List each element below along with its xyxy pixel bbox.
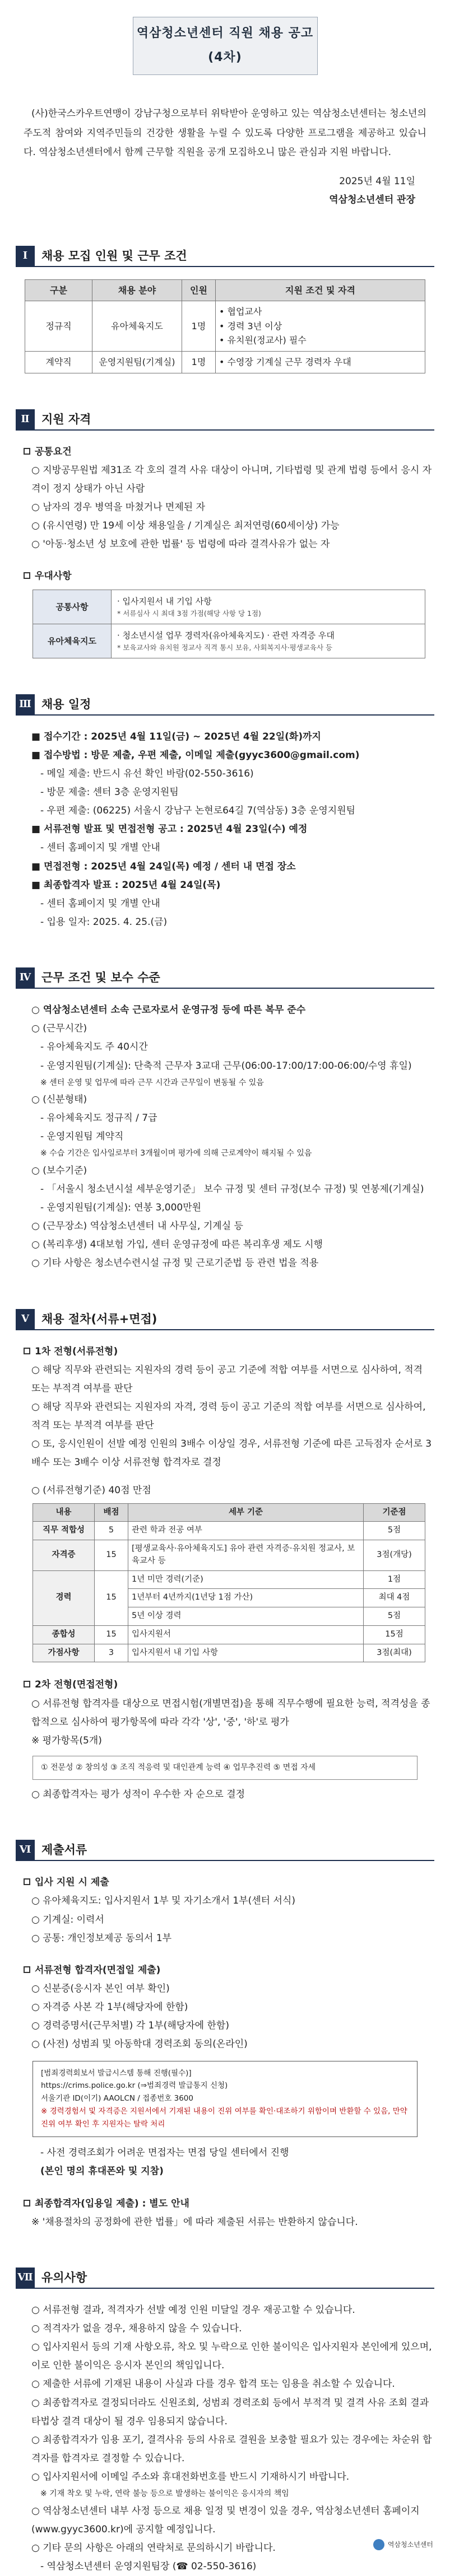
section-title: 채용 모집 인원 및 근무 조건 xyxy=(41,249,187,263)
table-cell: 계약직 xyxy=(25,351,92,373)
table-row xyxy=(33,1540,425,1571)
scoring-table-wrap xyxy=(16,1500,434,1663)
schedule-item: ■ 최종합격자 발표 : 2025년 4월 24일(목) xyxy=(31,879,221,891)
list-item: ○ 지방공무원법 제31조 각 호의 결격 사유 대상이 아니며, 기타법령 및 관계 법령 등에서 응시 자격이 정지 상태가 아닌 사람 xyxy=(31,464,432,494)
table-cell: 5점 xyxy=(364,1522,425,1540)
list-item: ○ '아동·청소년 성 보호에 관한 법률' 등 법령에 따라 결격사유가 없는 자 xyxy=(31,539,330,550)
pref-note: * 보육교사와 유치원 정교사 직격 통시 보유, 사회복지사·평생교육사 등 xyxy=(117,643,333,652)
table-cell: 경력 xyxy=(33,1570,95,1625)
table-cell: 정규직 xyxy=(25,301,92,352)
recruit-table-wrap xyxy=(16,279,434,373)
list-item: ○ 적격자가 없을 경우, 채용하지 않을 수 있습니다. xyxy=(31,2322,242,2334)
list-item: ○ (근무장소) 역삼청소년센터 내 사무실, 기계실 등 xyxy=(31,1221,243,1232)
list-item: ○ 공통: 개인정보제공 동의서 1부 xyxy=(31,1932,172,1944)
section-7-header xyxy=(16,2268,434,2289)
list-item: ○ 최종합격자는 평가 성적이 우수한 자 순으로 결정 xyxy=(31,1789,245,1801)
table-cell: 1년 미만 경력(기준) xyxy=(128,1570,364,1589)
table-cell xyxy=(216,301,425,352)
table-cell: 5년 이상 경력 xyxy=(128,1607,364,1626)
list-item: ○ 또, 응시인원이 선발 예정 인원의 3배수 이상일 경우, 서류전형 기준에 따른 고득점자 순서로 3배수 또는 3배수 이상 서류전형 합격자로 결정 xyxy=(31,1438,432,1469)
section-number: Ⅳ xyxy=(16,967,35,988)
schedule-subitem: - 방문 제출: 센터 3층 운영지원팀 xyxy=(40,786,179,798)
schedule-subitem: - 센터 홈페이지 및 개별 안내 xyxy=(40,897,160,909)
section-number: Ⅲ xyxy=(16,694,35,714)
table-cell: 3점(최대) xyxy=(364,1644,425,1662)
list-item: ○ (보수기준) xyxy=(31,1165,87,1176)
table-cell: 15 xyxy=(95,1625,128,1644)
footer-logo xyxy=(373,2538,433,2551)
table-cell: 1명 xyxy=(182,351,216,373)
list-item: ○ 자격증 사본 각 1부(해당자에 한함) xyxy=(31,2002,188,2013)
list-item: ○ 최종합격자가 임용 포기, 결격사유 등의 사유로 결원을 보충할 필요가 있는 경우에는 차순위 합격자를 합격자로 결정할 수 있습니다. xyxy=(31,2434,432,2464)
subheading: 공통요건 xyxy=(16,443,434,461)
section-5-header xyxy=(16,1309,434,1330)
section-title: 제출서류 xyxy=(41,1843,87,1857)
list-item: ○ 남자의 경우 병역을 마쳤거나 면제된 자 xyxy=(31,501,206,513)
table-header: 채용 분야 xyxy=(92,279,182,301)
table-row xyxy=(33,1644,425,1662)
table-cell: 유아체육지도 xyxy=(33,624,112,658)
section-number: Ⅶ xyxy=(16,2268,35,2288)
subheading: 입사 지원 시 제출 xyxy=(16,1873,434,1892)
section-4-header xyxy=(16,967,434,989)
notice-org: 역삼청소년센터 관장 xyxy=(329,194,415,206)
list-item: ○ 서류전형 결과, 적격자가 선발 예정 인원 미달일 경우 재공고할 수 있습니다. xyxy=(31,2304,355,2316)
intro-paragraph: (사)한국스카우트연맹이 강남구청으로부터 위탁받아 운영하고 있는 역삼청소년센터는 청소년의 주도적 참여와 지역주민들의 건강한 생활을 누릴 수 있도록 다양한 프로그램을 제공하고 있습니다. 역삼청소년센터에서 함께 근무할 직원을 공개 모집하오니 많은 관심과 지원 바랍니다. xyxy=(24,107,426,158)
schedule-item: ■ 접수방법 : 방문 제출, 우편 제출, 이메일 제출(gyyc3600@gmail.com) xyxy=(31,749,360,761)
subheading: 1차 전형(서류전형) xyxy=(16,1343,434,1361)
section-1-header xyxy=(16,246,434,267)
section-number: Ⅱ xyxy=(16,409,35,429)
table-cell: 3점(개당) xyxy=(364,1540,425,1571)
section-title: 채용 절차(서류+면접) xyxy=(41,1312,157,1326)
condition-line: • 협업교사 xyxy=(219,306,262,317)
table-cell xyxy=(112,590,425,624)
table-cell: 입사지원서 내 기입 사항 xyxy=(128,1644,364,1662)
schedule-subitem: - 입용 일자: 2025. 4. 25.(금) xyxy=(40,916,168,928)
table-cell: 1명 xyxy=(182,301,216,352)
table-cell: 입사지원서 xyxy=(128,1625,364,1644)
condition-line: • 유치원(정교사) 필수 xyxy=(219,335,307,346)
table-cell: 자격증 xyxy=(33,1540,95,1571)
table-row xyxy=(33,1625,425,1644)
table-header: 내용 xyxy=(33,1503,95,1522)
list-note: ※ 센터 운영 및 업무에 따라 근무 시간과 근무일이 변동될 수 있음 xyxy=(40,1078,264,1087)
table-cell: 5 xyxy=(95,1522,128,1540)
table-cell: 3 xyxy=(95,1644,128,1662)
condition-line: • 수영장 기계실 근무 경력자 우대 xyxy=(219,356,351,367)
preference-table xyxy=(33,590,425,658)
list-item: ○ 기타 사항은 청소년수련시설 규정 및 근로기준법 등 관련 법을 적용 xyxy=(31,1257,319,1269)
list-item: ○ 경력증명서(근무처별) 각 1부(해당자에 한함) xyxy=(31,2020,229,2032)
pref-note: * 서류심사 시 최대 3점 가점(해당 사항 당 1점) xyxy=(117,609,261,618)
list-item: ○ 최종합격자로 결정되더라도 신원조회, 성범죄 경력조회 등에서 부적격 및 결격 사유 조회 결과 타법상 결격 대상이 될 경우 임용되지 않습니다. xyxy=(31,2397,429,2427)
list-item: ○ (사전) 성범죄 및 아동학대 경력조회 동의(온라인) xyxy=(31,2039,248,2050)
list-subitem: - 운영지원팀(기계실): 연봉 3,000만원 xyxy=(40,1201,202,1213)
contact-line: - 역삼청소년센터 운영지원팀장 (☎ 02-550-3616) xyxy=(40,2560,257,2572)
table-cell: 운영지원팀(기계실) xyxy=(92,351,182,373)
list-item: ○ 역삼청소년센터 소속 근로자로서 운영규정 등에 따른 복무 준수 xyxy=(31,1004,306,1016)
list-item: ○ 제출한 서류에 기재된 내용이 사실과 다를 경우 합격 또는 임용을 취소할 수 있습니다. xyxy=(31,2378,395,2390)
list-item: ○ 입사지원서에 이메일 주소와 휴대전화번호를 반드시 기재하시기 바랍니다. xyxy=(31,2471,350,2483)
box-line: https://crims.police.go.kr (⇒범죄경력 발급통지 신청) xyxy=(41,2081,228,2091)
schedule-subitem: - 센터 홈페이지 및 개별 안내 xyxy=(40,842,160,854)
list-note: ※ 수습 기간은 입사일로부터 3개월이며 평가에 의해 근로계약이 해지될 수 있음 xyxy=(40,1149,312,1158)
box-line: ※ 경력경험서 및 자격증은 지원서에서 기재된 내용이 진위 여부를 확인·대조하기 위함이며 반환할 수 있음, 만약 진위 여부 확인 후 지원자는 탈락 처리 xyxy=(41,2107,407,2129)
section-2-header xyxy=(16,409,434,431)
section-3-header xyxy=(16,694,434,716)
table-cell: [평생교육사·유아체육지도] 유아 관련 자격증·유치원 정교사, 보육교사 등 xyxy=(128,1540,364,1571)
table-header: 구분 xyxy=(25,279,92,301)
recruit-table xyxy=(25,279,425,373)
list-item: ○ 기타 문의 사항은 아래의 연락처로 문의하시기 바랍니다. xyxy=(31,2542,276,2554)
table-cell: 종합성 xyxy=(33,1625,95,1644)
list-subitem: - 운영지원팀(기계실): 단축적 근무자 3교대 근무(06:00-17:00/17:00-06:00/수영 휴일) xyxy=(40,1060,412,1072)
list-note: ※ '채용절차의 공정화에 관한 법률」에 따라 제출된 서류는 반환하지 않습니다. xyxy=(31,2216,358,2228)
list-item: ○ (서류전형기준) 40점 만점 xyxy=(31,1484,151,1496)
crime-check-box xyxy=(33,2061,417,2138)
list-item: ※ 평가항목(5개) xyxy=(31,1735,102,1746)
list-subitem: - 사전 경력조회가 어려운 면접자는 면접 당일 센터에서 진행 xyxy=(40,2147,289,2159)
table-cell: 가점사항 xyxy=(33,1644,95,1662)
list-subitem: (본인 명의 휴대폰와 및 지참) xyxy=(40,2166,164,2177)
pref-text: · 입사지원서 내 기입 사항 xyxy=(117,596,212,606)
box-line: 서울기관 ID(이기) AAOLCN / 접종번호 3600 xyxy=(41,2094,193,2103)
table-row xyxy=(33,1570,425,1589)
table-row xyxy=(33,624,425,658)
condition-line: • 경력 3년 이상 xyxy=(219,320,282,331)
list-subitem: - 유아체육지도 주 40시간 xyxy=(40,1041,148,1053)
table-row xyxy=(33,1522,425,1540)
table-cell xyxy=(216,351,425,373)
subheading: 2차 전형(면접전형) xyxy=(16,1676,434,1694)
schedule-subitem: - 우편 제출: (06225) 서울시 강남구 논현로64길 7(역삼동) 3층 운영지원팀 xyxy=(40,805,356,817)
schedule-subitem: - 메일 제출: 반드시 유선 확인 바람(02-550-3616) xyxy=(40,768,254,779)
table-cell: 1점 xyxy=(364,1570,425,1589)
square-bullet-icon xyxy=(24,448,30,455)
schedule-item: ■ 서류전형 발표 및 면접전형 공고 : 2025년 4월 23일(수) 예정 xyxy=(31,824,308,835)
table-cell: 유아체육지도 xyxy=(92,301,182,352)
preference-table-wrap xyxy=(16,586,434,658)
schedule-item: ■ 면접전형 : 2025년 4월 24일(목) 예정 / 센터 내 면접 장소 xyxy=(31,861,296,872)
square-bullet-icon xyxy=(24,572,30,579)
list-item: ○ (근무시간) xyxy=(31,1023,87,1035)
notice-date: 2025년 4월 11일 xyxy=(339,176,415,188)
square-bullet-icon xyxy=(24,1966,30,1973)
list-note: ※ 기재 착오 및 누락, 연락 불능 등으로 발생하는 불이익은 응시자의 책임 xyxy=(40,2489,289,2499)
table-row xyxy=(33,590,425,624)
scoring-table xyxy=(33,1503,425,1663)
section-number: Ⅴ xyxy=(16,1309,35,1329)
footer-org-name: 역삼청소년센터 xyxy=(387,2540,433,2549)
table-cell: 15점 xyxy=(364,1625,425,1644)
subheading: 최종합격자(입용일 제출) : 별도 안내 xyxy=(16,2195,434,2213)
logo-mark-icon xyxy=(373,2539,384,2550)
list-item: ○ (유시연령) 만 19세 이상 채용일을 / 기계실은 최저연령(60세이상) 가능 xyxy=(31,520,340,532)
table-row xyxy=(25,351,425,373)
square-bullet-icon xyxy=(24,1878,30,1885)
list-subitem: - 유아체육지도 정규직 / 7급 xyxy=(40,1112,157,1124)
list-item: ○ (신분형태) xyxy=(31,1093,87,1105)
table-cell: 공통사항 xyxy=(33,590,112,624)
evaluation-items-box: ① 전문성 ② 창의성 ③ 조직 적응력 및 대인관계 능력 ④ 업무추진력 ⑤ 면접 자세 xyxy=(33,1756,417,1780)
list-item: ○ 서류전형 합격자를 대상으로 면접시험(개별면접)을 통해 직무수행에 필요한 능력, 적격성을 종합적으로 심사하여 평가항목에 따라 각각 '상', '중', '하'로 평가 xyxy=(31,1698,430,1728)
section-title: 유의사항 xyxy=(41,2270,87,2284)
list-item: ○ 해당 직무와 관련되는 지원자의 경력 등이 공고 기준에 적합 여부를 서면으로 심사하여, 적격 또는 부적격 여부를 판단 xyxy=(31,1364,423,1394)
section-number: Ⅰ xyxy=(16,246,35,266)
section-6-header xyxy=(16,1840,434,1861)
table-cell: 최대 4점 xyxy=(364,1589,425,1607)
section-title: 지원 자격 xyxy=(41,412,91,426)
schedule-item: ■ 접수기간 : 2025년 4월 11일(금) ~ 2025년 4월 22일(화)까지 xyxy=(31,731,321,742)
pref-text: · 청소년시설 업무 경력자(유아체육지도) · 관련 자격증 우대 xyxy=(117,630,335,641)
list-item: ○ 기계실: 이력서 xyxy=(31,1914,104,1925)
square-bullet-icon xyxy=(24,1348,30,1354)
table-cell: 관련 학과 전공 여부 xyxy=(128,1522,364,1540)
list-item: ○ 역삼청소년센터 내부 사정 등으로 채용 일정 및 변경이 있을 경우, 역삼청소년센터 홈페이지(www.gyyc3600.kr)에 공지할 예정입니다. xyxy=(31,2505,420,2535)
list-item: ○ 입사지원서 등의 기재 사항오류, 착오 및 누락으로 인한 불이익은 입사지원자 본인에게 있으며, 이로 인한 불이익은 응시자 본인의 책임입니다. xyxy=(31,2341,432,2372)
table-header: 기준점 xyxy=(364,1503,425,1522)
table-header: 세부 기준 xyxy=(128,1503,364,1522)
section-title: 채용 일정 xyxy=(41,697,91,711)
square-bullet-icon xyxy=(24,1681,30,1687)
section-title: 근무 조건 및 보수 수준 xyxy=(41,971,160,985)
table-cell: 15 xyxy=(95,1570,128,1625)
list-subitem: - 운영지원팀 계약직 xyxy=(40,1131,124,1143)
table-header: 배점 xyxy=(95,1503,128,1522)
subheading: 우대사항 xyxy=(16,567,434,586)
list-item: ○ 유아체육지도: 입사지원서 1부 및 자기소개서 1부(센터 서식) xyxy=(31,1895,295,1907)
table-row xyxy=(25,301,425,352)
square-bullet-icon xyxy=(24,2200,30,2206)
subheading: 서류전형 합격자(면접일 제출) xyxy=(16,1961,434,1980)
table-cell: 1년부터 4년까지(1년당 1점 가산) xyxy=(128,1589,364,1607)
table-cell: 직무 적합성 xyxy=(33,1522,95,1540)
list-item: ○ (복리후생) 4대보험 가입, 센터 운영규정에 따른 복리후생 제도 시행 xyxy=(31,1239,323,1251)
page-title: 역삼청소년센터 직원 채용 공고(4차) xyxy=(133,17,318,75)
table-cell: 15 xyxy=(95,1540,128,1571)
box-line: [범죄경력회보서 발급시스템 통해 진행(필수)] xyxy=(41,2068,192,2078)
table-cell xyxy=(112,624,425,658)
list-item: ○ 해당 직무와 관련되는 지원자의 자격, 경력 등이 공고 기준의 적합 여부를 서면으로 심사하여, 적격 또는 부적격 여부를 판단 xyxy=(31,1401,426,1432)
table-header: 지원 조건 및 자격 xyxy=(216,279,425,301)
section-number: Ⅵ xyxy=(16,1840,35,1860)
table-cell: 5점 xyxy=(364,1607,425,1626)
table-header: 인원 xyxy=(182,279,216,301)
list-subitem: - 「서울시 청소년시설 세부운영기준」 보수 규정 및 센터 규정(보수 규정) 및 연봉제(기계실) xyxy=(40,1183,424,1195)
list-item: ○ 신분증(응시자 본인 여부 확인) xyxy=(31,1983,170,1994)
